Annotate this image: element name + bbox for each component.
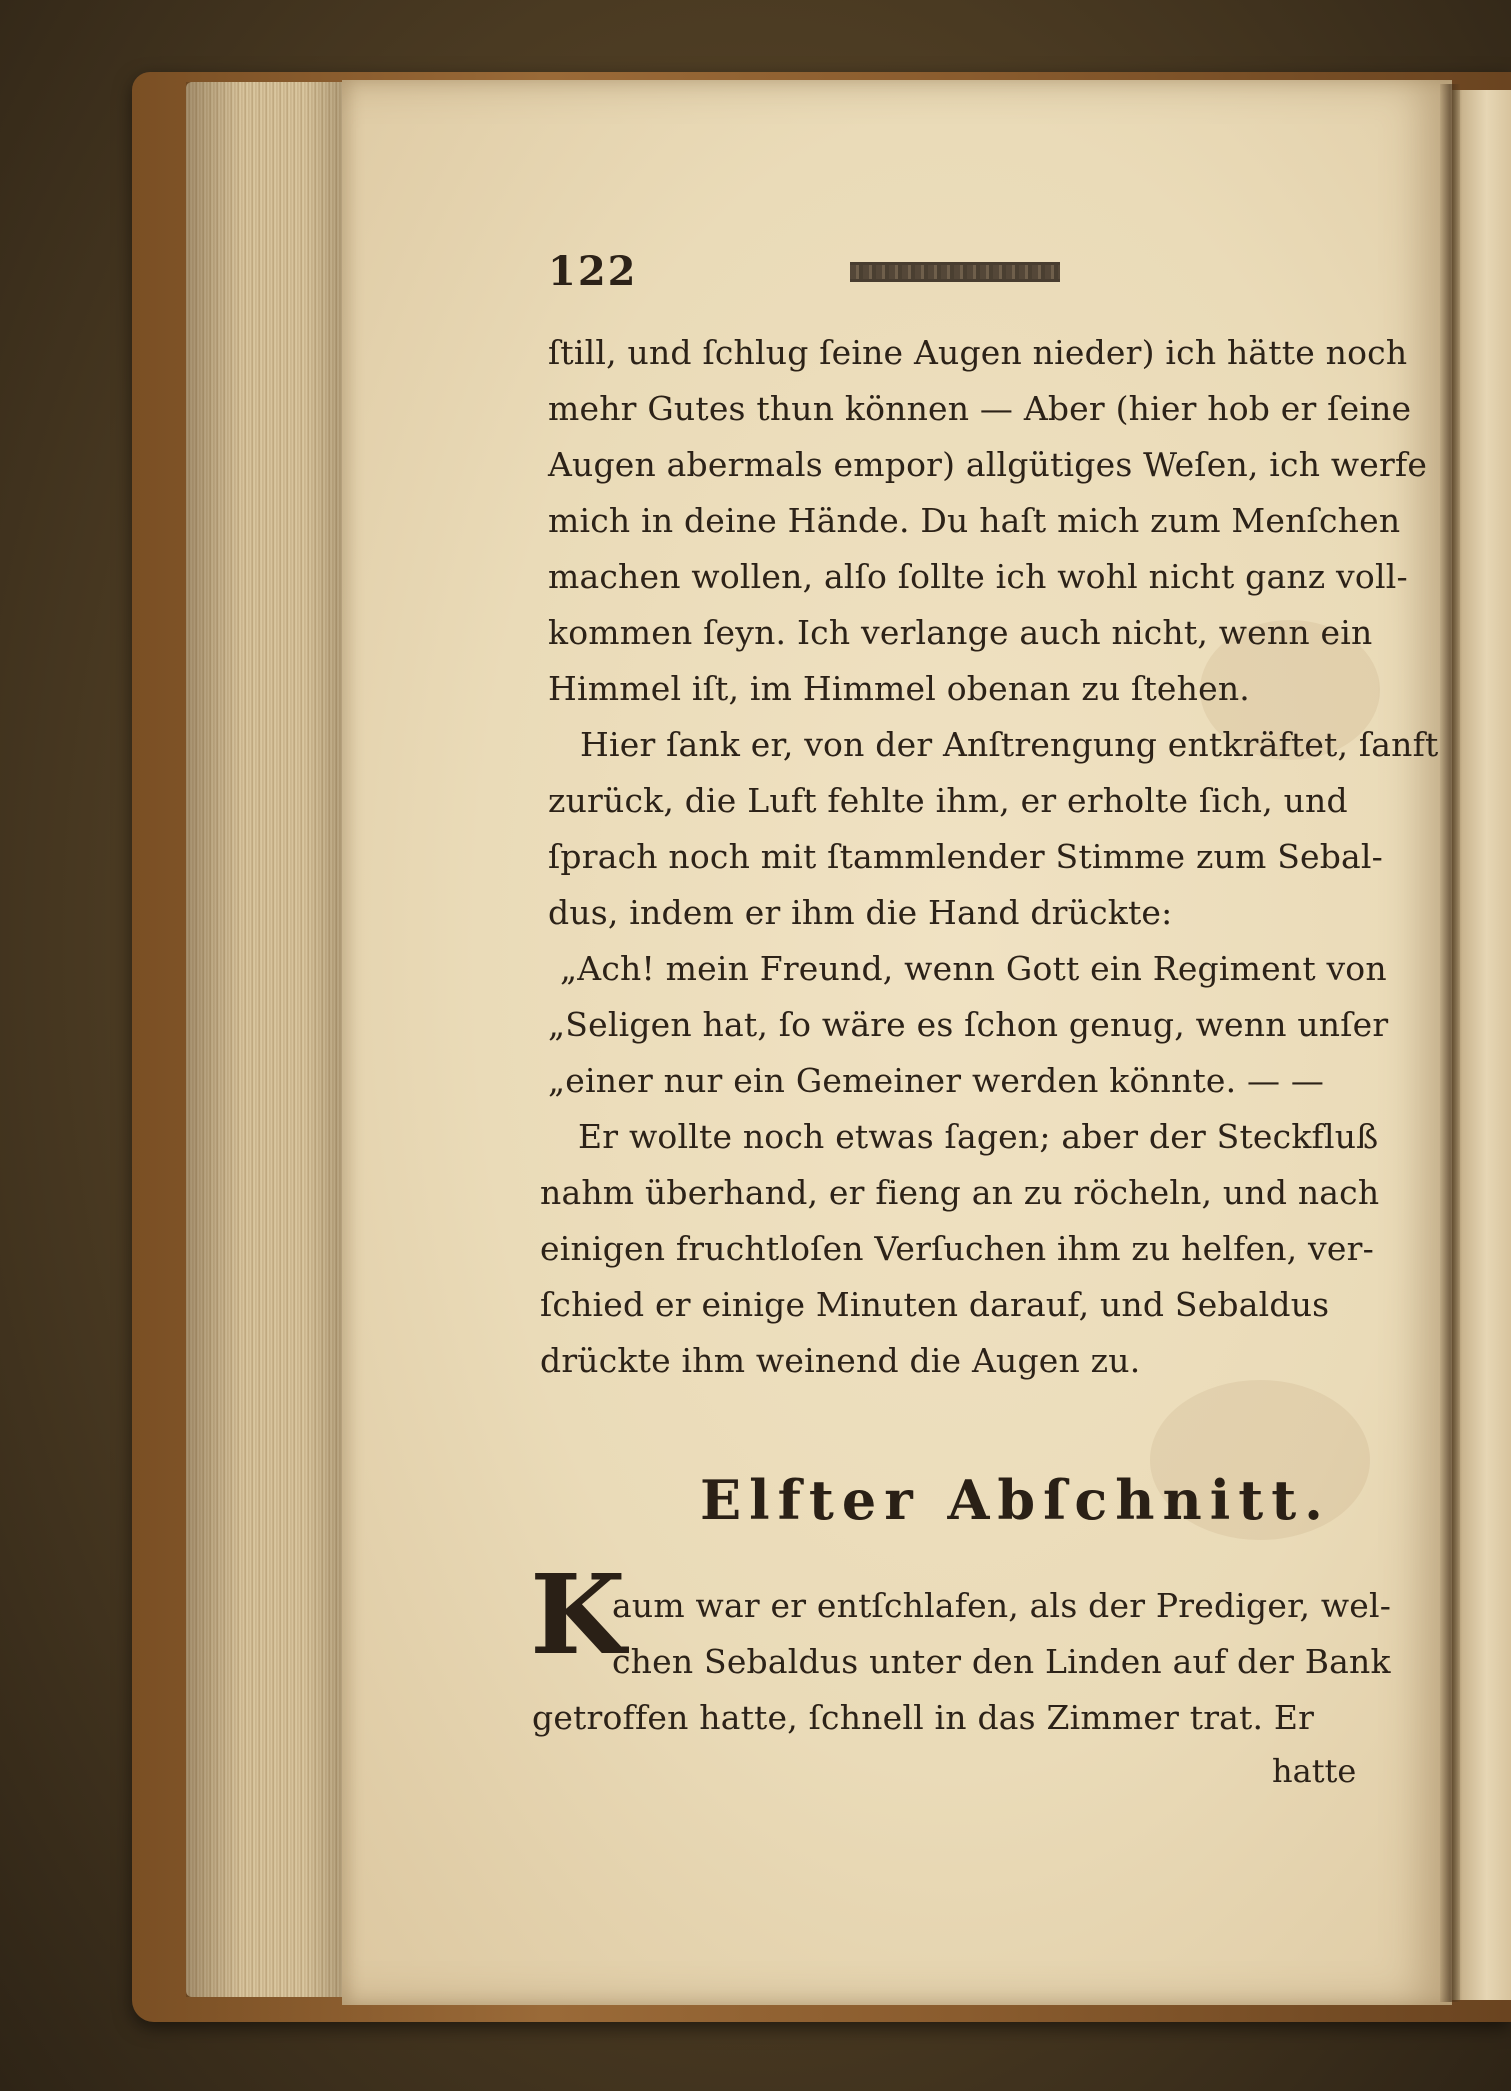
quote-line: „Seligen hat, ſo wäre es ſchon genug, wenn unſer <box>548 1005 1389 1044</box>
text-line: kommen ſeyn. Ich verlange auch nicht, wenn ein <box>548 613 1373 652</box>
text-line: mehr Gutes thun können — Aber (hier hob er ſeine <box>548 389 1412 428</box>
page-number: 122 <box>548 248 638 295</box>
text-line: ſtill, und ſchlug ſeine Augen nieder) ich hätte noch <box>548 333 1408 372</box>
text-line: machen wollen, alſo ſollte ich wohl nicht ganz voll- <box>548 557 1408 596</box>
text-line: Er wollte noch etwas ſagen; aber der Steckfluß <box>578 1117 1379 1156</box>
text-line: ſprach noch mit ſtammlender Stimme zum Sebal- <box>548 837 1384 876</box>
quote-line: „Ach! mein Freund, wenn Gott ein Regiment von <box>560 949 1387 988</box>
text-line: ſchied er einige Minuten darauf, und Sebaldus <box>540 1285 1330 1324</box>
header-ornament-rule <box>850 262 1060 282</box>
text-line: dus, indem er ihm die Hand drückte: <box>548 893 1173 932</box>
drop-cap: K <box>530 1550 626 1679</box>
text-line: aum war er entſchlafen, als der Prediger, wel- <box>612 1586 1392 1625</box>
text-line: getroffen hatte, ſchnell in das Zimmer trat. Er <box>532 1698 1315 1737</box>
text-line: nahm überhand, er fieng an zu röcheln, und nach <box>540 1173 1380 1212</box>
text-line: einigen fruchtloſen Verſuchen ihm zu helfen, ver- <box>540 1229 1374 1268</box>
page-edges-shadow <box>186 82 346 1997</box>
text-line: Himmel iſt, im Himmel obenan zu ſtehen. <box>548 669 1250 708</box>
text-line: Hier ſank er, von der Anſtrengung entkräftet, ſanft <box>580 725 1439 764</box>
catchword: hatte <box>1272 1752 1357 1790</box>
text-line: zurück, die Luft fehlte ihm, er erholte ſich, und <box>548 781 1348 820</box>
page-gutter <box>1440 84 1460 2002</box>
quote-line: „einer nur ein Gemeiner werden könnte. — — <box>548 1061 1325 1100</box>
text-line: drückte ihm weinend die Augen zu. <box>540 1341 1141 1380</box>
text-line: Augen abermals empor) allgütiges Weſen, ich werfe <box>548 445 1428 484</box>
text-line: chen Sebaldus unter den Linden auf der Bank <box>612 1642 1391 1681</box>
text-line: mich in deine Hände. Du haſt mich zum Menſchen <box>548 501 1401 540</box>
section-heading: Elfter Abſchnitt. <box>700 1468 1331 1532</box>
